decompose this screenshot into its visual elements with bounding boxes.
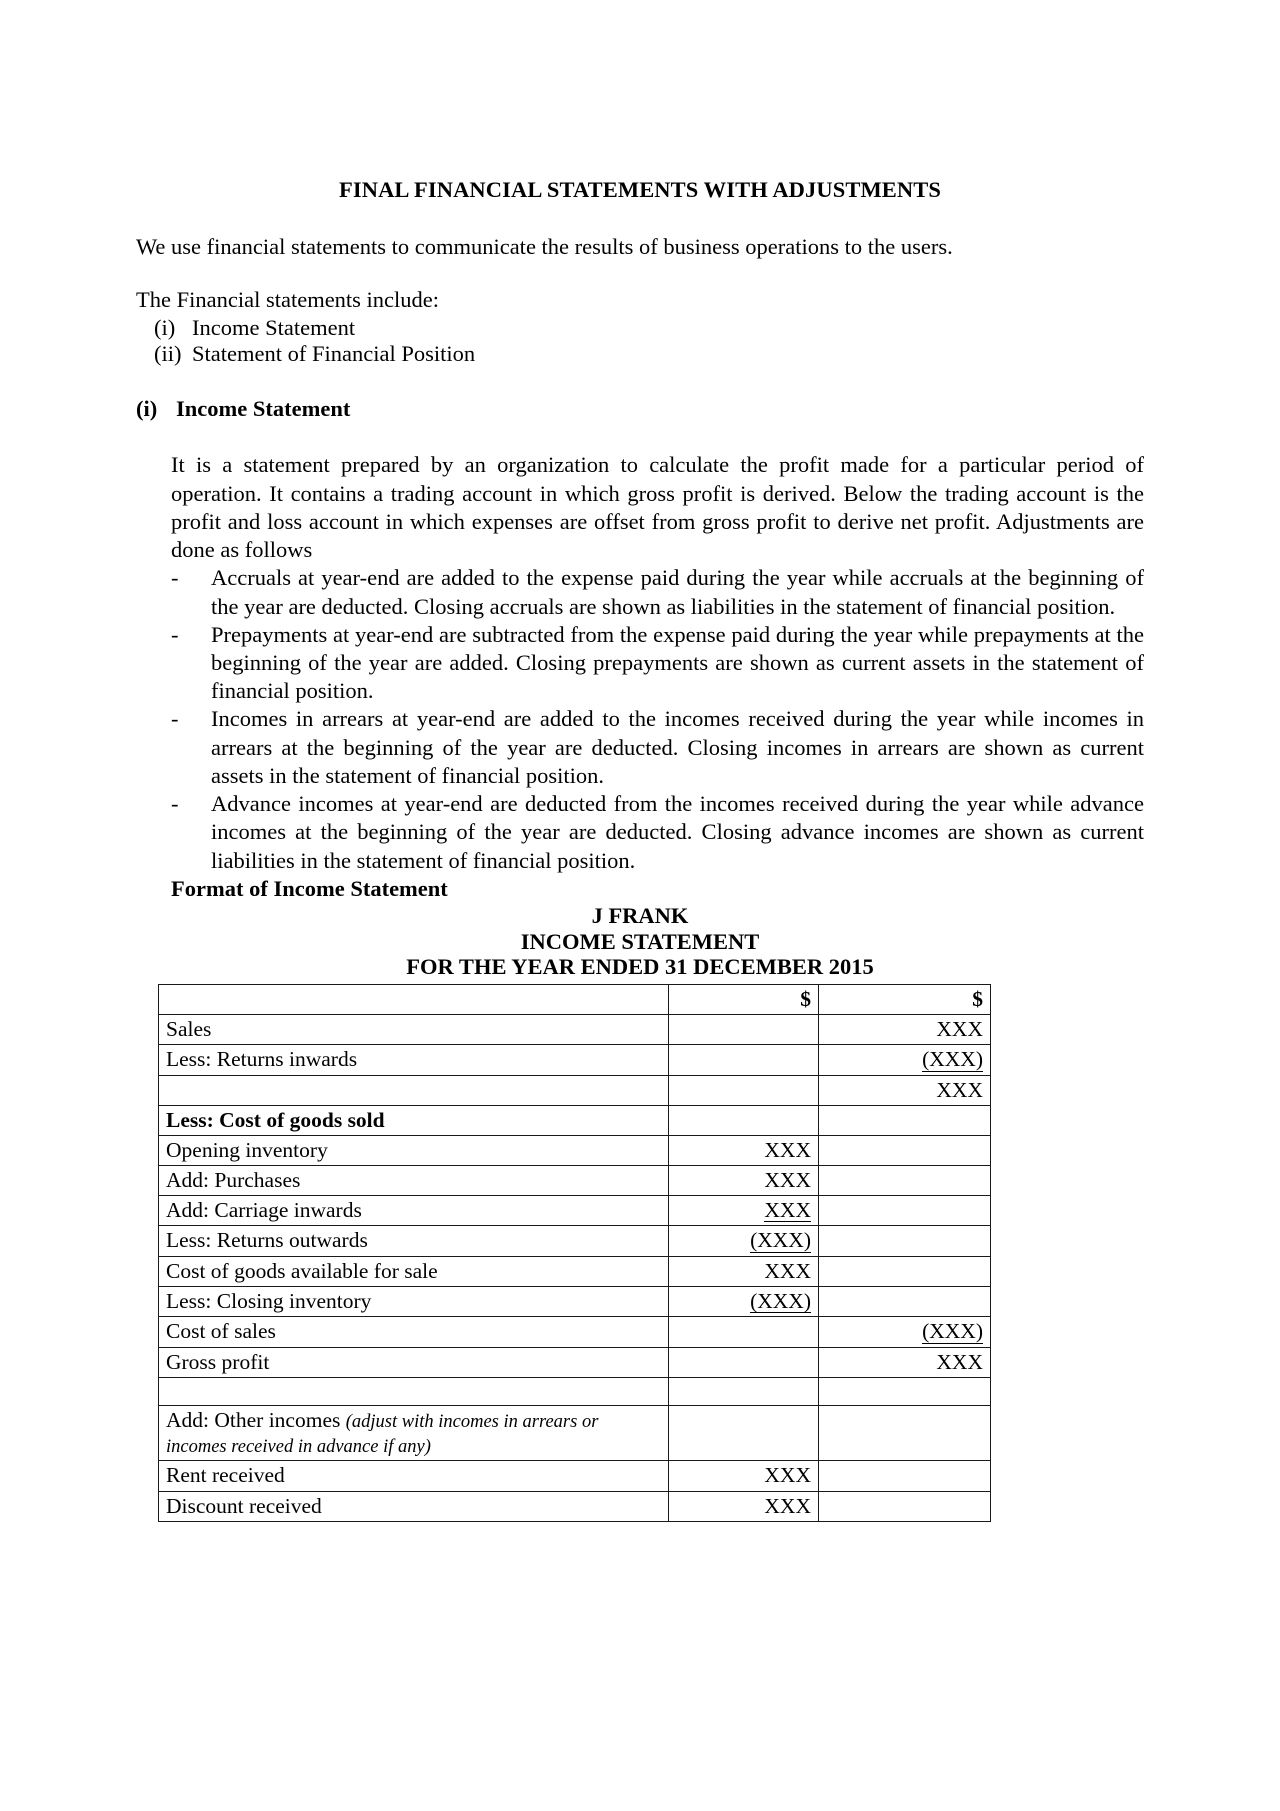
row-col2 — [819, 1135, 991, 1165]
adjustment-bullets — [171, 564, 1144, 875]
table-row — [159, 1075, 991, 1105]
page-title: FINAL FINANCIAL STATEMENTS WITH ADJUSTMENTS — [339, 177, 941, 202]
list-marker: (ii) — [154, 341, 182, 367]
row-col1 — [669, 1105, 819, 1135]
row-col1: XXX — [669, 1256, 819, 1286]
table-row — [159, 1286, 991, 1317]
table-row — [159, 1347, 991, 1377]
row-col1: XXX — [669, 1165, 819, 1195]
row-col1: (XXX) — [669, 1286, 819, 1317]
section-paragraph: It is a statement prepared by an organization to calculate the profit made for a particular period of operation. It contains a trading account in which gross profit is derived. Below the trading account is the profit and loss account in which expenses are offset from gross profit to derive net profit. Adjustments are done as follows — [171, 452, 1144, 563]
statements-list — [136, 315, 1144, 368]
row-label: Less: Returns inwards — [159, 1045, 669, 1076]
row-label: Less: Returns outwards — [159, 1226, 669, 1257]
row-col1: XXX — [669, 1135, 819, 1165]
row-label: Cost of goods available for sale — [159, 1256, 669, 1286]
list-item-label: Statement of Financial Position — [192, 341, 476, 367]
bullet-item-advance-incomes — [171, 790, 1144, 875]
table-row — [159, 1226, 991, 1257]
row-label: Gross profit — [159, 1347, 669, 1377]
bullet-marker: - — [171, 791, 179, 817]
row-col2: XXX — [819, 1014, 991, 1044]
row-col1 — [669, 1406, 819, 1461]
row-col1: (XXX) — [669, 1226, 819, 1257]
bullet-item-accruals — [171, 564, 1144, 620]
bullet-marker: - — [171, 621, 179, 647]
list-item — [136, 315, 1144, 341]
row-col2 — [819, 1226, 991, 1257]
row-col2: XXX — [819, 1075, 991, 1105]
row-label-other-incomes — [159, 1406, 669, 1461]
row-label: Less: Cost of goods sold — [159, 1105, 669, 1135]
row-col2 — [819, 1256, 991, 1286]
statement-header — [136, 903, 1144, 980]
bullet-marker: - — [171, 706, 179, 732]
row-col2: (XXX) — [819, 1045, 991, 1076]
row-col2 — [819, 1461, 991, 1491]
table-row — [159, 1378, 991, 1406]
row-col2 — [819, 1105, 991, 1135]
bullet-item-prepayments — [171, 621, 1144, 706]
row-col1 — [669, 1014, 819, 1044]
section-heading-income-statement — [136, 396, 1144, 422]
format-heading: Format of Income Statement — [171, 875, 448, 901]
table-row — [159, 1135, 991, 1165]
row-label — [159, 1075, 669, 1105]
table-row — [159, 1105, 991, 1135]
row-col1: XXX — [669, 1195, 819, 1226]
table-row — [159, 1165, 991, 1195]
list-item-label: Income Statement — [192, 314, 356, 340]
row-label — [159, 1378, 669, 1406]
table-row-other-incomes — [159, 1406, 991, 1461]
row-col1 — [669, 1075, 819, 1105]
statement-name: INCOME STATEMENT — [520, 928, 760, 954]
list-marker: (i) — [154, 314, 176, 340]
bullet-text: Incomes in arrears at year-end are added to the incomes received during the year while incomes in arrears at the beginning of the year are deducted. Closing incomes in arrears are shown as current assets in the statement of financial position. — [211, 706, 1144, 788]
other-incomes-note: (adjust with incomes in arrears or incomes received in advance if any) — [166, 1412, 599, 1457]
row-label: Add: Carriage inwards — [159, 1195, 669, 1226]
row-col1: XXX — [669, 1461, 819, 1491]
table-row — [159, 1014, 991, 1044]
row-label: Sales — [159, 1014, 669, 1044]
include-lead: The Financial statements include: — [136, 286, 440, 312]
row-label: Rent received — [159, 1461, 669, 1491]
row-label: Less: Closing inventory — [159, 1286, 669, 1317]
row-col2: (XXX) — [819, 1317, 991, 1348]
statement-period: FOR THE YEAR ENDED 31 DECEMBER 2015 — [406, 954, 874, 980]
row-label: Discount received — [159, 1491, 669, 1521]
bullet-item-incomes-in-arrears — [171, 705, 1144, 790]
intro-paragraph: We use financial statements to communicate the results of business operations to the users. — [136, 234, 953, 260]
bullet-text: Advance incomes at year-end are deducted from the incomes received during the year while advance incomes at the beginning of the year are deducted. Closing advance incomes are shown as current liabilities in the statement of financial position. — [211, 791, 1144, 873]
table-row — [159, 1491, 991, 1521]
table-body — [159, 984, 991, 1521]
row-col2 — [819, 1195, 991, 1226]
section-body — [136, 451, 1144, 875]
statement-entity: J FRANK — [591, 902, 689, 928]
table-row — [159, 1256, 991, 1286]
row-col1 — [669, 1317, 819, 1348]
other-incomes-label: Add: Other incomes — [166, 1408, 346, 1433]
row-col2 — [819, 1165, 991, 1195]
table-row — [159, 1461, 991, 1491]
row-col2 — [819, 1378, 991, 1406]
header-cell-blank — [159, 984, 669, 1014]
row-col2 — [819, 1406, 991, 1461]
bullet-text: Accruals at year-end are added to the expense paid during the year while accruals at the beginning of the year are deducted. Closing accruals are shown as liabilities in the statement of financial position. — [211, 565, 1144, 619]
row-label: Cost of sales — [159, 1317, 669, 1348]
row-col2: XXX — [819, 1347, 991, 1377]
row-col1 — [669, 1347, 819, 1377]
income-statement-table — [158, 984, 991, 1522]
row-col1 — [669, 1045, 819, 1076]
table-header-row — [159, 984, 991, 1014]
row-col2 — [819, 1491, 991, 1521]
row-label: Opening inventory — [159, 1135, 669, 1165]
table-row — [159, 1045, 991, 1076]
row-col1: XXX — [669, 1491, 819, 1521]
list-item — [136, 341, 1144, 367]
row-label: Add: Purchases — [159, 1165, 669, 1195]
table-row — [159, 1195, 991, 1226]
section-heading-label: Income Statement — [176, 396, 351, 422]
section-marker: (i) — [136, 396, 158, 422]
bullet-text: Prepayments at year-end are subtracted from the expense paid during the year while prepayments at the beginning of the year are added. Closing prepayments are shown as current assets in the statement of financial position. — [211, 621, 1144, 704]
bullet-marker: - — [171, 565, 179, 591]
row-col2 — [819, 1286, 991, 1317]
header-cell-currency-1: $ — [669, 984, 819, 1014]
row-col1 — [669, 1378, 819, 1406]
table-row — [159, 1317, 991, 1348]
header-cell-currency-2: $ — [819, 984, 991, 1014]
